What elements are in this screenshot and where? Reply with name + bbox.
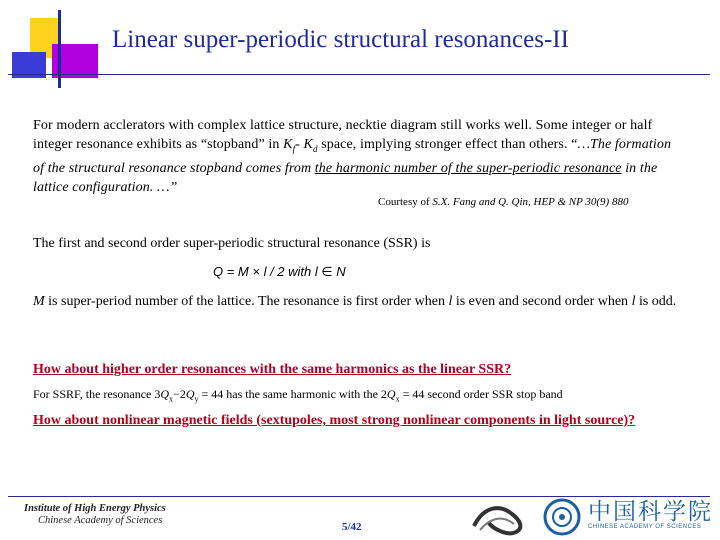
- cas-english-name: CHINESE ACADEMY OF SCIENCES: [588, 524, 702, 530]
- kd-symbol: $K_d$: [303, 137, 318, 154]
- ihep-swirl-logo-icon: [470, 500, 530, 536]
- intro-dash: -: [295, 137, 304, 152]
- intro-text-b: space, implying stronger effect than others. “: [317, 137, 578, 152]
- institute-name: [24, 503, 204, 527]
- ssrf-note: For SSRF, the resonance $3Q_x-2Q_y = 44$ has the same harmonic with the $2Q_x = 44$ second order SSR stop band: [33, 387, 563, 404]
- decor-vertical-line: [58, 10, 61, 88]
- courtesy-citation: Courtesy of S.X. Fang and Q. Qin, HEP & NP 30(9) 880: [378, 196, 629, 208]
- cas-chinese-name: 中国科学院: [588, 499, 713, 524]
- cas-wordmark: [588, 500, 713, 530]
- footer-divider: [8, 496, 710, 497]
- question-higher-order: How about higher order resonances with the same harmonics as the linear SSR?: [33, 362, 512, 377]
- intro-text-a: For modern acclerators with complex lattice structure, necktie diagram still works well. Some integer or half integer resonance exhibits as “stopband” in: [33, 118, 653, 152]
- title-divider: [8, 74, 710, 75]
- intro-paragraph: [33, 116, 683, 197]
- slide-title: Linear super-periodic structural resonances-II: [112, 26, 569, 53]
- citation-authors: S.X. Fang and Q. Qin, HEP & NP 30(9) 880: [432, 196, 629, 208]
- kf-symbol: $K_f$: [283, 137, 296, 154]
- question-nonlinear: How about nonlinear magnetic fields (sextupoles, most strong nonlinear components in light source)?: [33, 413, 636, 428]
- ssr-formula: Q = M × l / 2 with l ∈ N: [213, 264, 346, 279]
- quoted-text: …The formation of the structural resonance stopband comes from the harmonic number of the super-periodic resonance in the lattice configuration. …”: [33, 137, 672, 195]
- ssr-intro: The first and second order super-periodic structural resonance (SSR) is: [33, 236, 431, 251]
- ssr-description: M is super-period number of the lattice. The resonance is first order when l is even and second order when l is odd.: [33, 294, 677, 309]
- page-number: 5/42: [342, 521, 362, 533]
- institute-line2: Chinese Academy of Sciences: [38, 515, 163, 526]
- institute-line1: Institute of High Energy Physics: [24, 503, 166, 514]
- cas-emblem-icon: [542, 498, 582, 536]
- quoted-underlined: the harmonic number of the super-periodic resonance: [314, 160, 622, 176]
